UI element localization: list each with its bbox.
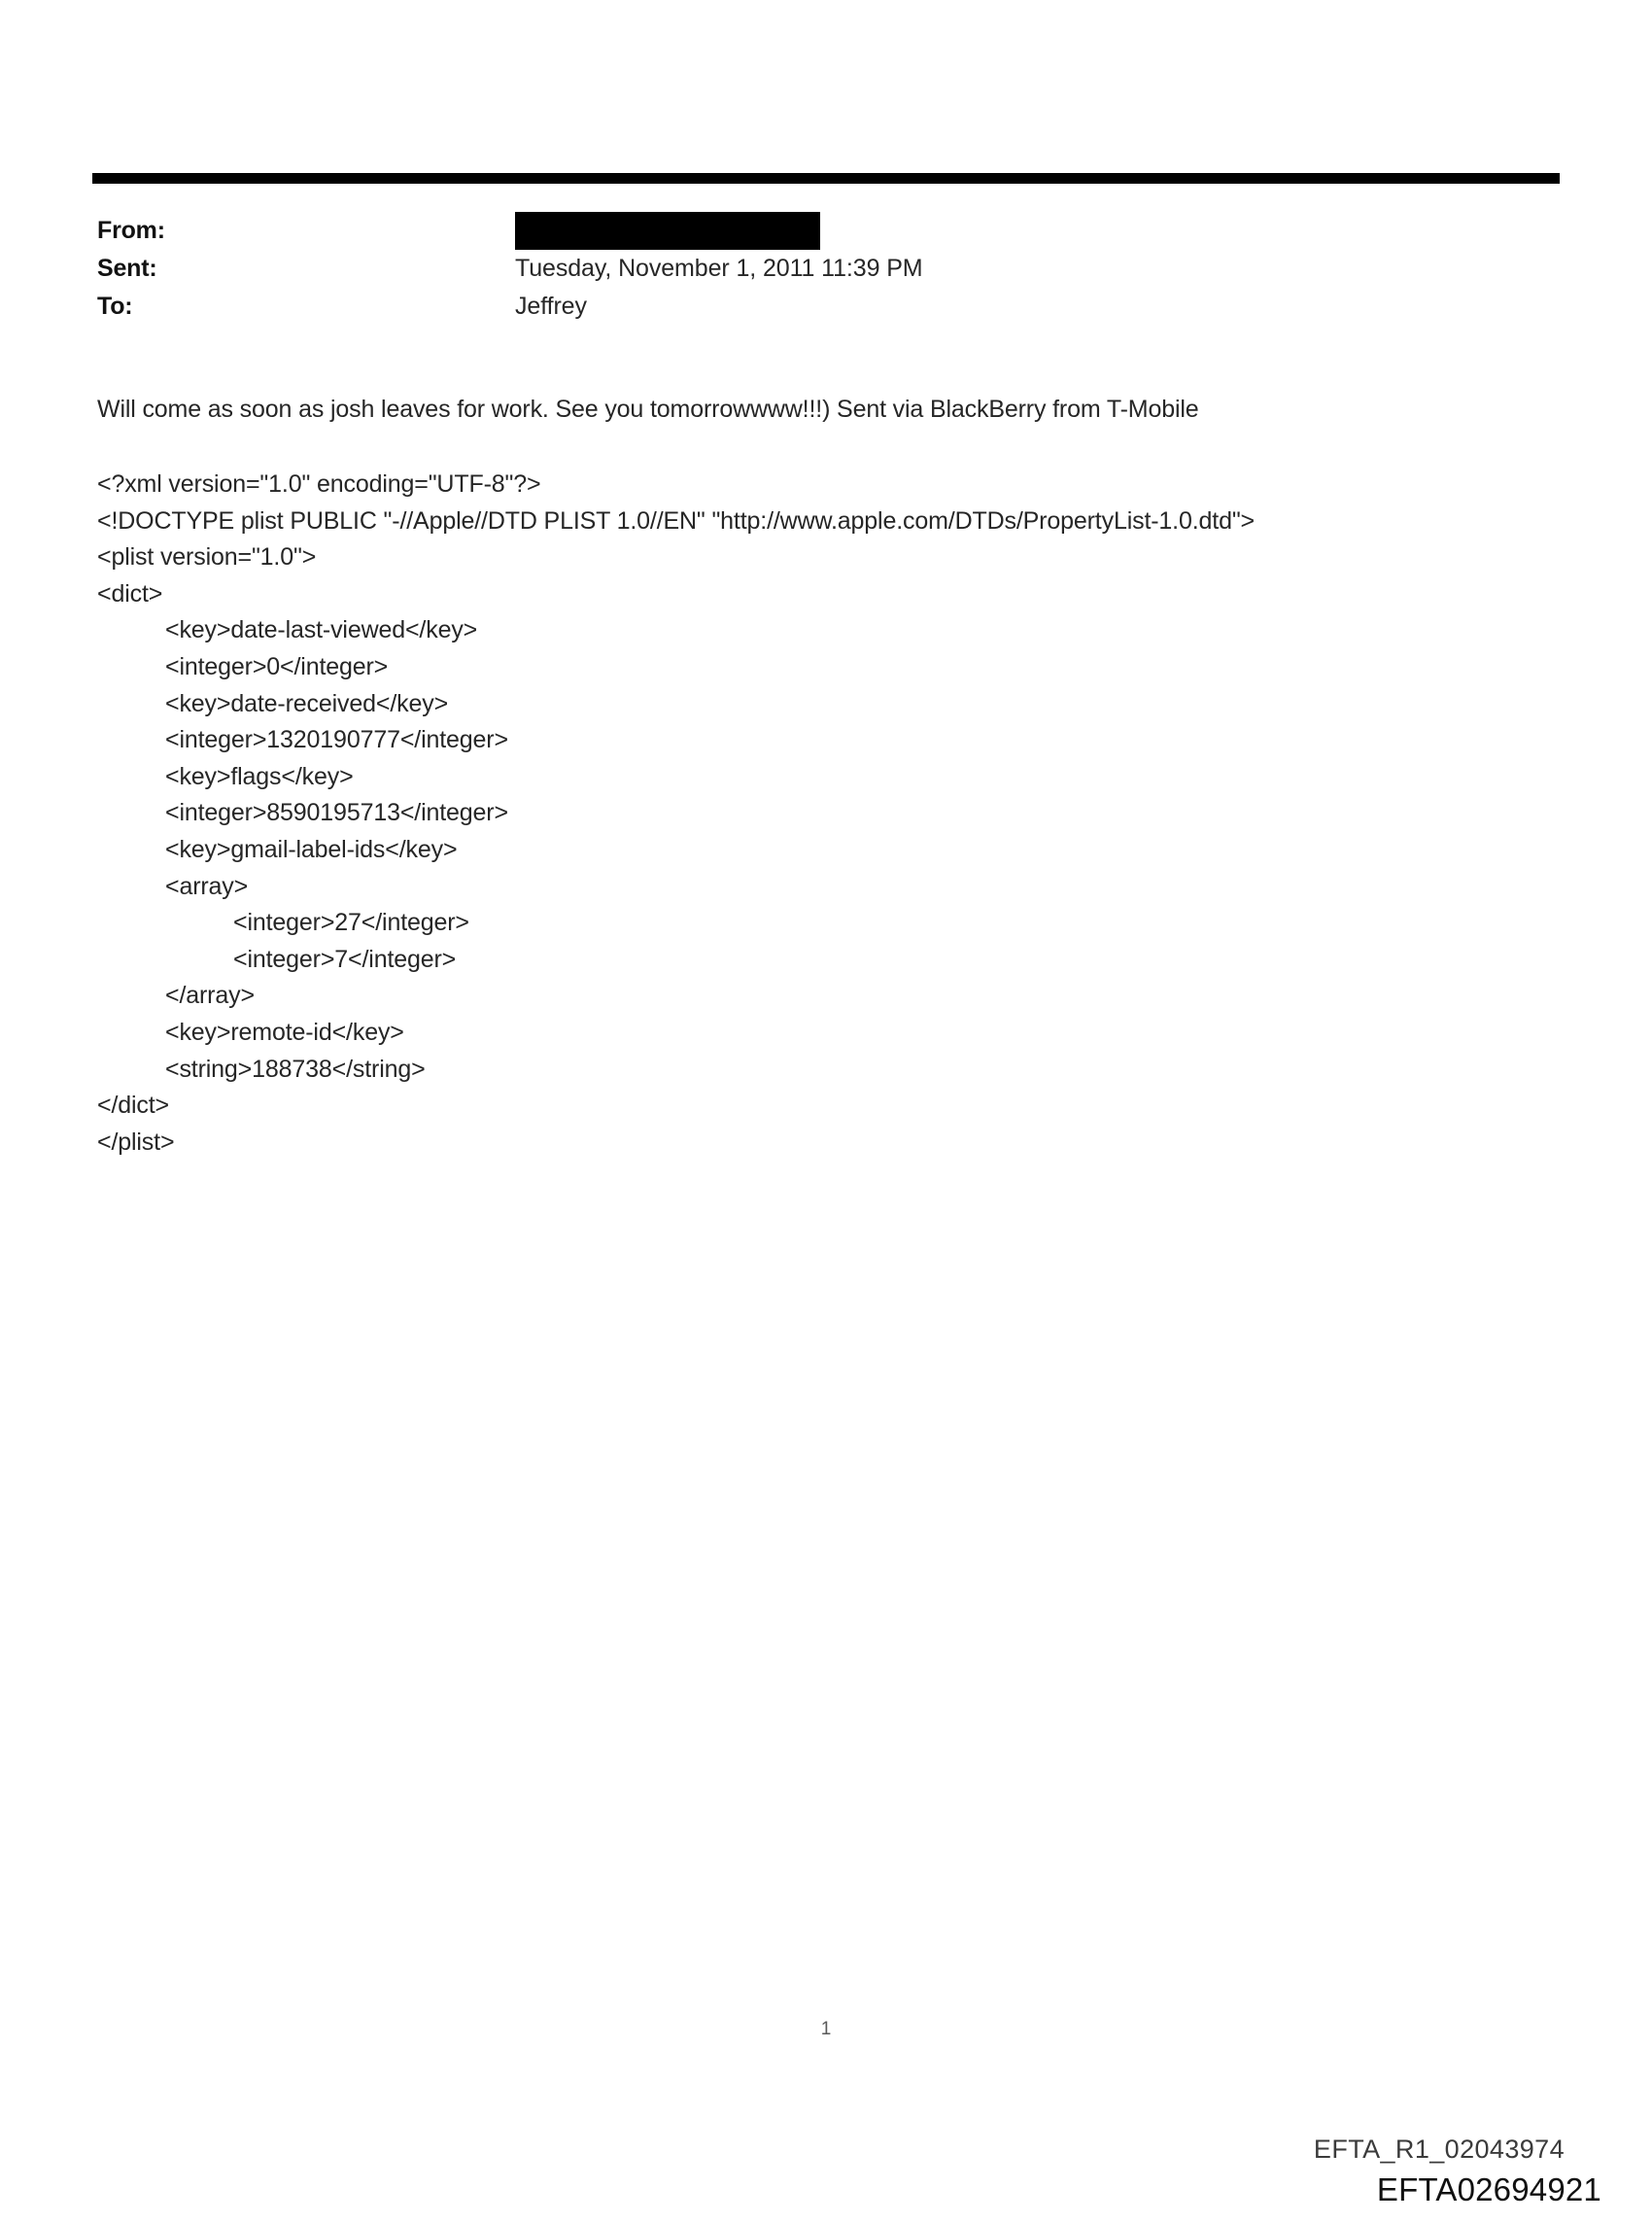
- from-value: [515, 212, 820, 250]
- header-divider-rule: [92, 173, 1560, 184]
- xml-line: <key>date-last-viewed</key>: [165, 616, 478, 644]
- email-header-row-from: [97, 212, 1506, 250]
- xml-line: <key>gmail-label-ids</key>: [165, 835, 458, 863]
- bates-number-primary: EFTA_R1_02043974: [1313, 2135, 1565, 2164]
- sent-label: Sent:: [97, 255, 157, 282]
- xml-line: <dict>: [97, 579, 163, 608]
- email-body-message: Will come as soon as josh leaves for work. See you tomorrowwww!!!) Sent via BlackBerry from T-Mobile: [97, 396, 1199, 423]
- xml-line: <?xml version="1.0" encoding="UTF-8"?>: [97, 470, 541, 498]
- to-label: To:: [97, 293, 133, 320]
- xml-line: <integer>7</integer>: [233, 945, 457, 973]
- xml-line: <plist version="1.0">: [97, 543, 317, 572]
- xml-line: <integer>0</integer>: [165, 652, 389, 680]
- xml-line: <!DOCTYPE plist PUBLIC "-//Apple//DTD PLIST 1.0//EN" "http://www.apple.com/DTDs/PropertyList-1.0.dtd">: [97, 506, 1255, 535]
- xml-line: </array>: [165, 982, 255, 1010]
- from-label: From:: [97, 217, 165, 244]
- xml-line: <string>188738</string>: [165, 1055, 426, 1083]
- xml-plist-listing: [97, 467, 1535, 1161]
- sent-value: Tuesday, November 1, 2011 11:39 PM: [515, 255, 923, 282]
- xml-line: <integer>1320190777</integer>: [165, 726, 508, 754]
- xml-line: </dict>: [97, 1092, 169, 1120]
- page-number: 1: [820, 2019, 832, 2039]
- xml-line: <integer>27</integer>: [233, 909, 469, 937]
- xml-line: <array>: [165, 872, 249, 900]
- to-value: Jeffrey: [515, 293, 587, 320]
- xml-line: <key>flags</key>: [165, 762, 354, 790]
- xml-line: <key>remote-id</key>: [165, 1018, 404, 1046]
- email-header-row-sent: [97, 250, 1506, 288]
- xml-line: <integer>8590195713</integer>: [165, 799, 508, 827]
- email-header-block: [97, 212, 1506, 326]
- xml-line: <key>date-received</key>: [165, 689, 449, 717]
- redaction-bar-icon: [515, 212, 820, 250]
- bates-number-secondary: EFTA02694921: [1376, 2171, 1601, 2207]
- xml-line: </plist>: [97, 1128, 175, 1156]
- email-header-row-to: [97, 288, 1506, 326]
